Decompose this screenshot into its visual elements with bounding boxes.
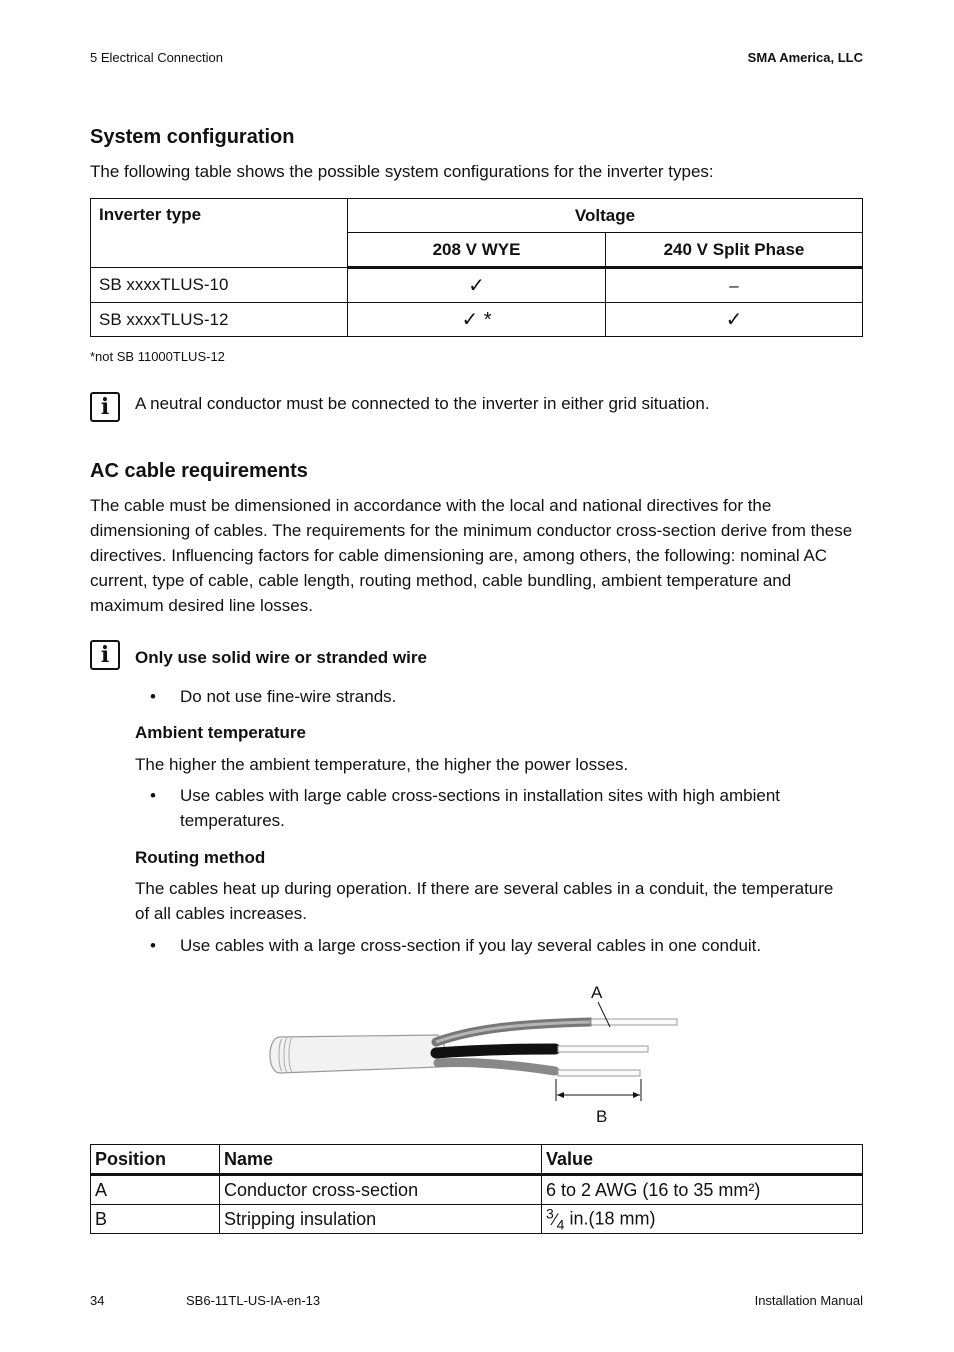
bullet-text: temperatures. (180, 811, 285, 830)
paragraph-line: directives. Influencing factors for cable dimensioning are, among others, the following: nominal AC (90, 546, 828, 565)
ac-cable-paragraph (90, 493, 870, 618)
bullet-text: Use cables with large cable cross-sections in installation sites with high ambient (180, 786, 781, 805)
value-text: in.(18 mm) (564, 1209, 656, 1230)
conductor-a (591, 1019, 677, 1025)
cable-sheath (270, 1035, 445, 1073)
table-cell-position: B (91, 1205, 220, 1234)
section-title-system-configuration: System configuration (90, 126, 295, 148)
gray-wire-bottom (438, 1062, 555, 1071)
bullet-text: Do not use fine-wire strands. (180, 687, 397, 706)
table-cell-type: SB xxxxTLUS-12 (91, 303, 348, 337)
col-value: Value (542, 1145, 863, 1175)
bullet-dot: • (150, 936, 156, 955)
info-icon: i (90, 640, 120, 670)
black-wire (436, 1049, 555, 1053)
conductor-middle (558, 1046, 648, 1052)
table-cell-value: 6 to 2 AWG (16 to 35 mm²) (542, 1175, 863, 1205)
ambient-temperature-heading: Ambient temperature (135, 723, 306, 742)
paragraph-line: maximum desired line losses. (90, 596, 313, 615)
paragraph-line: dimensioning of cables. The requirements for the minimum conductor cross-section derive from these (90, 521, 853, 540)
conductor-bottom (558, 1070, 640, 1076)
ambient-temperature-text: The higher the ambient temperature, the higher the power losses. (135, 755, 629, 774)
col-position: Position (91, 1145, 220, 1175)
bullet-item (150, 933, 761, 958)
running-header-section: 5 Electrical Connection (90, 50, 223, 65)
label-b: B (596, 1107, 608, 1126)
page-number: 34 (90, 1293, 105, 1308)
info-heading-wire: Only use solid wire or stranded wire (135, 648, 427, 667)
check-icon: ✓ * (348, 303, 606, 337)
paragraph-line: of all cables increases. (135, 904, 307, 923)
running-header-company: SMA America, LLC (747, 50, 863, 65)
paragraph-line: current, type of cable, cable length, routing method, cable bundling, ambient temperature and (90, 571, 792, 590)
check-icon: ✓ (348, 268, 606, 303)
col-name: Name (220, 1145, 542, 1175)
dimension-arrow (557, 1092, 564, 1098)
table-cell-name: Conductor cross-section (220, 1175, 542, 1205)
cable-diagram (260, 975, 700, 1135)
col-240v-split-phase: 240 V Split Phase (606, 233, 863, 268)
table-cell-value (542, 1205, 863, 1234)
routing-method-heading: Routing method (135, 848, 266, 867)
table-footnote: *not SB 11000TLUS-12 (90, 349, 225, 364)
section-title-ac-cable: AC cable requirements (90, 460, 308, 482)
position-table (90, 1144, 863, 1234)
check-icon: ✓ (606, 303, 863, 337)
bullet-dot: • (150, 687, 156, 706)
fraction-denominator: 4 (556, 1216, 565, 1233)
label-a: A (591, 983, 603, 1002)
col-voltage: Voltage (348, 199, 863, 233)
paragraph-line: The cable must be dimensioned in accordance with the local and national directives for the (90, 496, 772, 515)
system-config-table (90, 198, 863, 337)
bullet-item (150, 783, 780, 833)
bullet-dot: • (150, 786, 156, 805)
routing-method-text (135, 876, 833, 926)
info-icon: i (90, 392, 120, 422)
neutral-conductor-note: A neutral conductor must be connected to the inverter in either grid situation. (135, 394, 710, 413)
col-208v-wye: 208 V WYE (348, 233, 606, 268)
footer-title: Installation Manual (754, 1293, 863, 1308)
table-cell-name: Stripping insulation (220, 1205, 542, 1234)
fraction-numerator: 3 (546, 1205, 554, 1222)
system-config-intro: The following table shows the possible system configurations for the inverter types: (90, 162, 714, 181)
col-inverter-type: Inverter type (91, 199, 348, 268)
dimension-arrow (633, 1092, 640, 1098)
table-cell-240: – (606, 268, 863, 303)
table-cell-type: SB xxxxTLUS-10 (91, 268, 348, 303)
bullet-text: Use cables with a large cross-section if you lay several cables in one conduit. (180, 936, 762, 955)
paragraph-line: The cables heat up during operation. If there are several cables in a conduit, the temperature (135, 879, 834, 898)
fraction: $^3⁄_4$ (546, 1205, 565, 1233)
bullet-item (150, 684, 396, 709)
table-cell-position: A (91, 1175, 220, 1205)
document-id: SB6-11TL-US-IA-en-13 (186, 1293, 321, 1308)
